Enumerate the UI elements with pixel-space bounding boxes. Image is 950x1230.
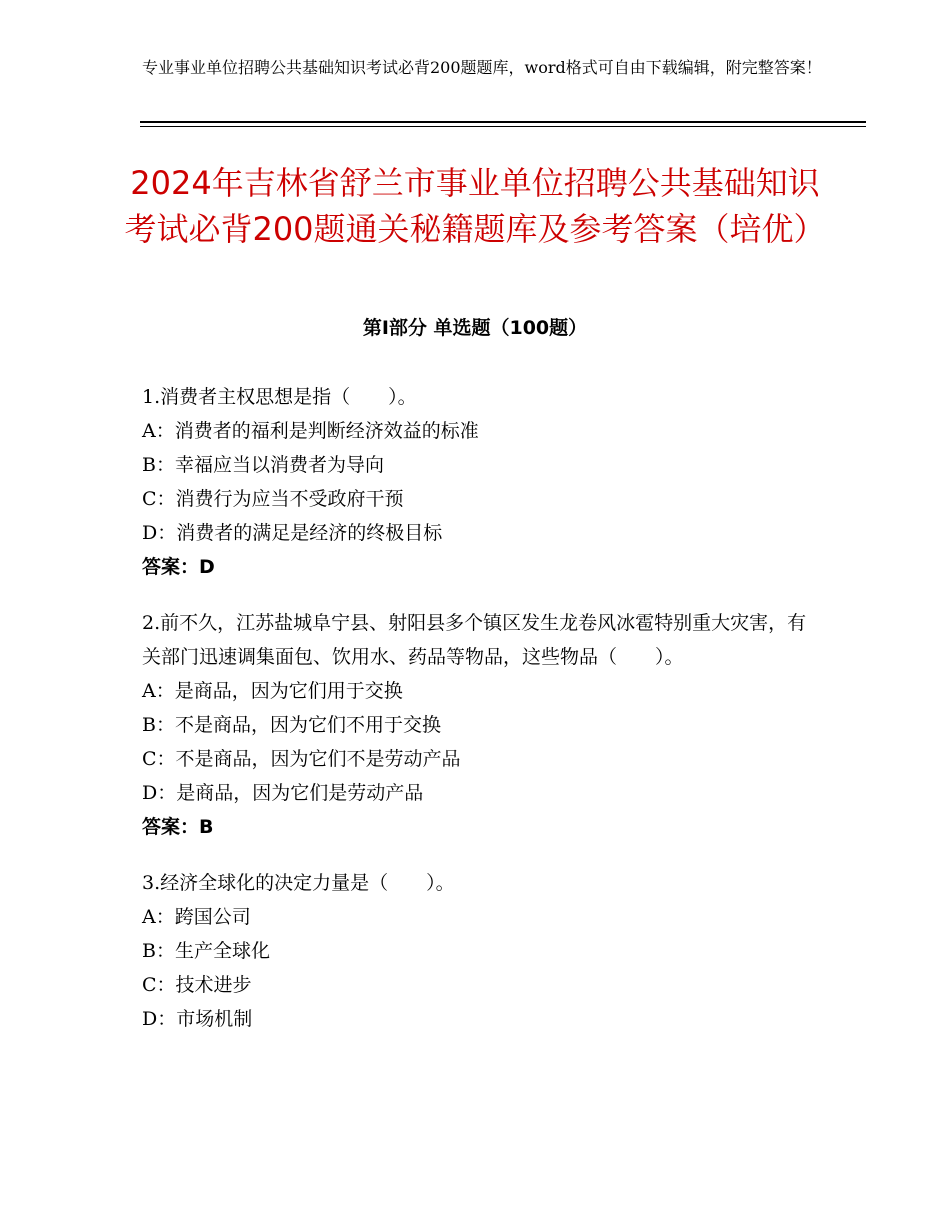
option-b: B：幸福应当以消费者为导向 [142,454,384,476]
option-c: C：不是商品，因为它们不是劳动产品 [142,748,461,770]
option-a: A：是商品，因为它们用于交换 [142,680,403,702]
header-rule-thick [140,121,866,123]
answer-value: B [199,816,214,838]
answer-prefix: 答案： [142,816,200,838]
option-d: D：消费者的满足是经济的终极目标 [142,522,443,544]
answer-prefix: 答案： [142,556,200,578]
option-a: A：消费者的福利是判断经济效益的标准 [142,420,479,442]
option-b: B：不是商品，因为它们不用于交换 [142,714,441,736]
question-stem: 3.经济全球化的决定力量是（ ）。 [142,872,455,894]
option-c: C：消费行为应当不受政府干预 [142,488,404,510]
question-stem: 1.消费者主权思想是指（ ）。 [142,386,417,408]
question-3 [142,866,812,1036]
section-title: 第Ⅰ部分 单选题（100题） [362,317,588,339]
option-d: D：市场机制 [142,1008,253,1030]
header-note: 专业事业单位招聘公共基础知识考试必背200题题库，word格式可自由下载编辑，附完整答案！ [142,58,822,77]
question-stem: 2.前不久，江苏盐城阜宁县、射阳县多个镇区发生龙卷风冰雹特别重大灾害，有关部门迅速调集面包、饮用水、药品等物品，这些物品（ ）。 [142,612,807,668]
option-c: C：技术进步 [142,974,252,996]
option-d: D：是商品，因为它们是劳动产品 [142,782,424,804]
answer [142,550,812,584]
header-rule-thin [140,126,866,127]
answer [142,810,812,844]
question-1 [142,380,812,584]
answer-value: D [199,556,215,578]
option-a: A：跨国公司 [142,906,251,928]
question-list [142,380,812,1058]
question-2 [142,606,812,844]
document-title: 2024年吉林省舒兰市事业单位招聘公共基础知识考试必背200题通关秘籍题库及参考答案（培优） [124,164,826,248]
option-b: B：生产全球化 [142,940,270,962]
